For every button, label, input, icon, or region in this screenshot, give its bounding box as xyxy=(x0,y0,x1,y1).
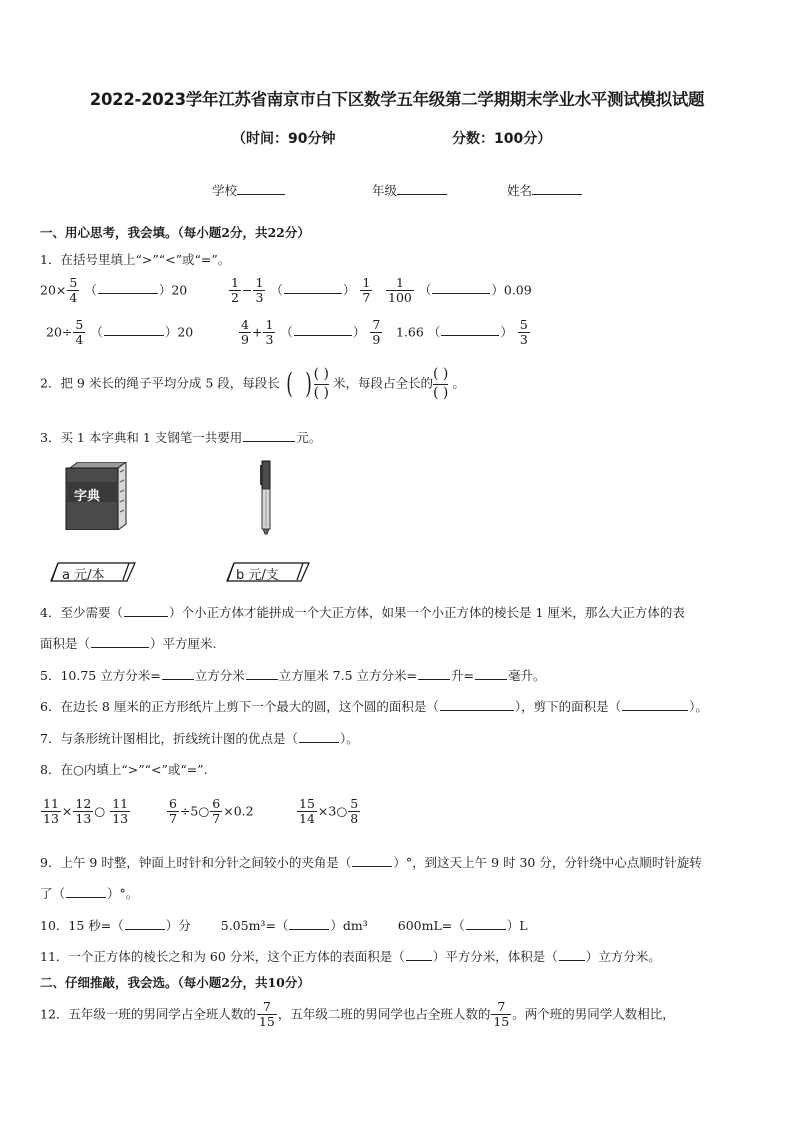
answer-blank[interactable] xyxy=(125,917,165,930)
answer-blank[interactable] xyxy=(406,948,432,961)
q8-expr-2: $\frac{6}{7}$ ÷5○ $\frac{6}{7}$ ×0.2 xyxy=(169,796,254,827)
question-2: 2．把 9 米长的绳子平均分成 5 段，每段长 ( ) ( ) ( ) 米，每段占全长的 ( ) ( ) 。 xyxy=(40,366,465,401)
q1-expr-3: $\frac{1}{100}$ （ ）0.09 xyxy=(388,275,532,306)
name-label: 姓名 xyxy=(507,183,533,198)
answer-blank[interactable] xyxy=(104,323,164,336)
q1-expr-5: $\frac{4}{9}$ + $\frac{1}{3}$ （ ） $\frac{7}{9}$ xyxy=(241,317,381,348)
answer-blank[interactable] xyxy=(289,917,329,930)
question-10: 10．15 秒=（ ）分 5.05m³=（ ）dm³ 600mL=（ ）L xyxy=(40,918,528,933)
fraction: $\frac{7}{15}$ xyxy=(258,999,275,1030)
question-7: 7．与条形统计图相比，折线统计图的优点是（ ）。 xyxy=(40,731,359,746)
compare-circle[interactable]: ○ xyxy=(94,803,106,819)
fraction: $\frac{12}{13}$ xyxy=(75,796,92,827)
answer-blank[interactable] xyxy=(294,323,352,336)
question-9-line-1: 9．上午 9 时整，钟面上时针和分针之间较小的夹角是（ ）°，到这天上午 9 时 30 分，分针绕中心点顺时针旋转 xyxy=(40,855,702,870)
q1-expr-1: 20× $\frac{5}{4}$ （ ）20 xyxy=(40,275,188,306)
paren-right: ) xyxy=(304,367,312,400)
answer-blank[interactable] xyxy=(284,281,342,294)
answer-blank[interactable] xyxy=(299,730,339,743)
fraction: $\frac{1}{3}$ xyxy=(255,275,264,306)
pen-image xyxy=(258,459,274,535)
school-label: 学校 xyxy=(212,183,238,198)
question-4-line-1: 4．至少需要（ ）个小正方体才能拼成一个大正方体，如果一个小正方体的棱长是 1 厘米，那么大正方体的表 xyxy=(40,605,685,620)
exam-score: 分数：100分） xyxy=(452,131,552,147)
q8-expr-1: $\frac{11}{13}$ × $\frac{12}{13}$ ○ $\frac{11}{13}$ xyxy=(43,796,129,827)
section-1-title: 一、用心思考，我会填。（每小题2分，共22分） xyxy=(40,225,310,240)
question-4-line-2: 面积是（ ）平方厘米. xyxy=(40,636,217,651)
section-2-title: 二、仔细推敲，我会选。（每小题2分，共10分） xyxy=(40,975,310,990)
question-5: 5．10.75 立方分米= 立方分米 立方厘米 7.5 立方分米= 升= 毫升。 xyxy=(40,668,546,683)
fraction: $\frac{6}{7}$ xyxy=(212,796,221,827)
q8-expr-3 xyxy=(296,797,361,827)
fraction: $\frac{5}{3}$ xyxy=(519,317,528,348)
answer-blank[interactable] xyxy=(98,281,158,294)
pen-price-label: b 元/支 xyxy=(236,568,279,583)
grade-blank xyxy=(397,182,447,195)
q1-expr-1-prefix: 20× xyxy=(40,282,67,298)
fraction: $\frac{11}{13}$ xyxy=(43,796,59,827)
fraction: $\frac{1}{7}$ xyxy=(362,275,371,306)
book-price-label: a 元/本 xyxy=(62,568,105,583)
fraction: $\frac{15}{14}$ xyxy=(299,796,315,827)
pen-price-tag xyxy=(226,562,310,582)
answer-blank[interactable] xyxy=(66,885,106,898)
q1-expr-2: $\frac{1}{2}$ − $\frac{1}{3}$ （ ） $\frac{1}{7}$ xyxy=(231,275,371,306)
grade-field xyxy=(372,181,447,199)
book-price-tag xyxy=(50,562,136,582)
fraction-blank[interactable]: ( ) ( ) xyxy=(433,366,449,401)
paren-left: ( xyxy=(285,367,293,400)
school-blank xyxy=(237,182,285,195)
fraction: $\frac{4}{9}$ xyxy=(241,317,249,348)
question-11: 11．一个正方体的棱长之和为 60 分米，这个正方体的表面积是（ ）平方分米，体积是（ ）立方分米。 xyxy=(40,949,661,964)
q1-expr-4: 20÷ $\frac{5}{4}$ （ ）20 xyxy=(46,317,194,348)
question-1-text: 1．在括号里填上“>”“<”或“=”。 xyxy=(40,252,231,267)
answer-blank[interactable] xyxy=(91,635,149,648)
answer-blank[interactable] xyxy=(243,429,295,442)
fraction: $\frac{5}{4}$ xyxy=(69,275,78,306)
question-12: 12．五年级一班的男同学占全班人数的 $\frac{7}{15}$ ，五年级二班的男同学也占全班人数的 $\frac{7}{15}$ 。两个班的男同学人数相比， xyxy=(40,999,675,1030)
answer-blank[interactable] xyxy=(246,667,278,680)
answer-blank[interactable] xyxy=(441,323,499,336)
answer-blank[interactable] xyxy=(559,948,585,961)
answer-blank[interactable] xyxy=(432,281,490,294)
answer-blank[interactable] xyxy=(622,698,688,711)
page-title: 2022-2023学年江苏省南京市白下区数学五年级第二学期期末学业水平测试模拟试题 xyxy=(89,90,705,109)
exam-time: （时间：90分钟 xyxy=(232,131,336,147)
answer-blank[interactable] xyxy=(475,667,507,680)
fraction: $\frac{7}{15}$ xyxy=(493,999,510,1030)
answer-blank[interactable] xyxy=(352,854,392,867)
fraction: $\frac{1}{3}$ xyxy=(265,317,274,348)
fraction: $\frac{7}{9}$ xyxy=(372,317,381,348)
grade-label: 年级 xyxy=(372,183,398,198)
book-label: 字典 xyxy=(74,489,101,504)
answer-blank[interactable] xyxy=(418,667,450,680)
dictionary-image xyxy=(64,462,128,530)
compare-circle[interactable]: ×3○ xyxy=(317,803,348,819)
answer-blank[interactable] xyxy=(124,604,168,617)
fraction: $\frac{1}{2}$ xyxy=(231,275,239,306)
answer-blank[interactable] xyxy=(466,917,506,930)
name-blank xyxy=(532,182,582,195)
fraction: $\frac{1}{100}$ xyxy=(388,275,412,306)
fraction: $\frac{11}{13}$ xyxy=(112,796,129,827)
fraction: $\frac{6}{7}$ xyxy=(169,796,177,827)
question-6: 6．在边长 8 厘米的正方形纸片上剪下一个最大的圆，这个圆的面积是（ ），剪下的面积是（ ）。 xyxy=(40,699,708,714)
answer-blank[interactable] xyxy=(440,698,514,711)
question-3: 3．买 1 本字典和 1 支钢笔一共要用 元。 xyxy=(40,430,322,445)
fraction: $\frac{5}{8}$ xyxy=(350,796,359,827)
fraction-blank[interactable]: ( ) ( ) xyxy=(313,366,329,401)
fraction: $\frac{5}{4}$ xyxy=(75,317,84,348)
compare-circle[interactable]: ÷5○ xyxy=(179,803,210,819)
school-field xyxy=(212,181,285,199)
answer-blank[interactable] xyxy=(162,667,194,680)
q1-expr-6: 1.66 （ ） $\frac{5}{3}$ xyxy=(396,317,528,348)
name-field xyxy=(507,181,582,199)
pen-icon xyxy=(258,459,274,535)
question-8-text: 8．在○内填上“>”“<”或“=”. xyxy=(40,762,208,777)
question-9-line-2: 了（ ）°。 xyxy=(40,886,139,901)
